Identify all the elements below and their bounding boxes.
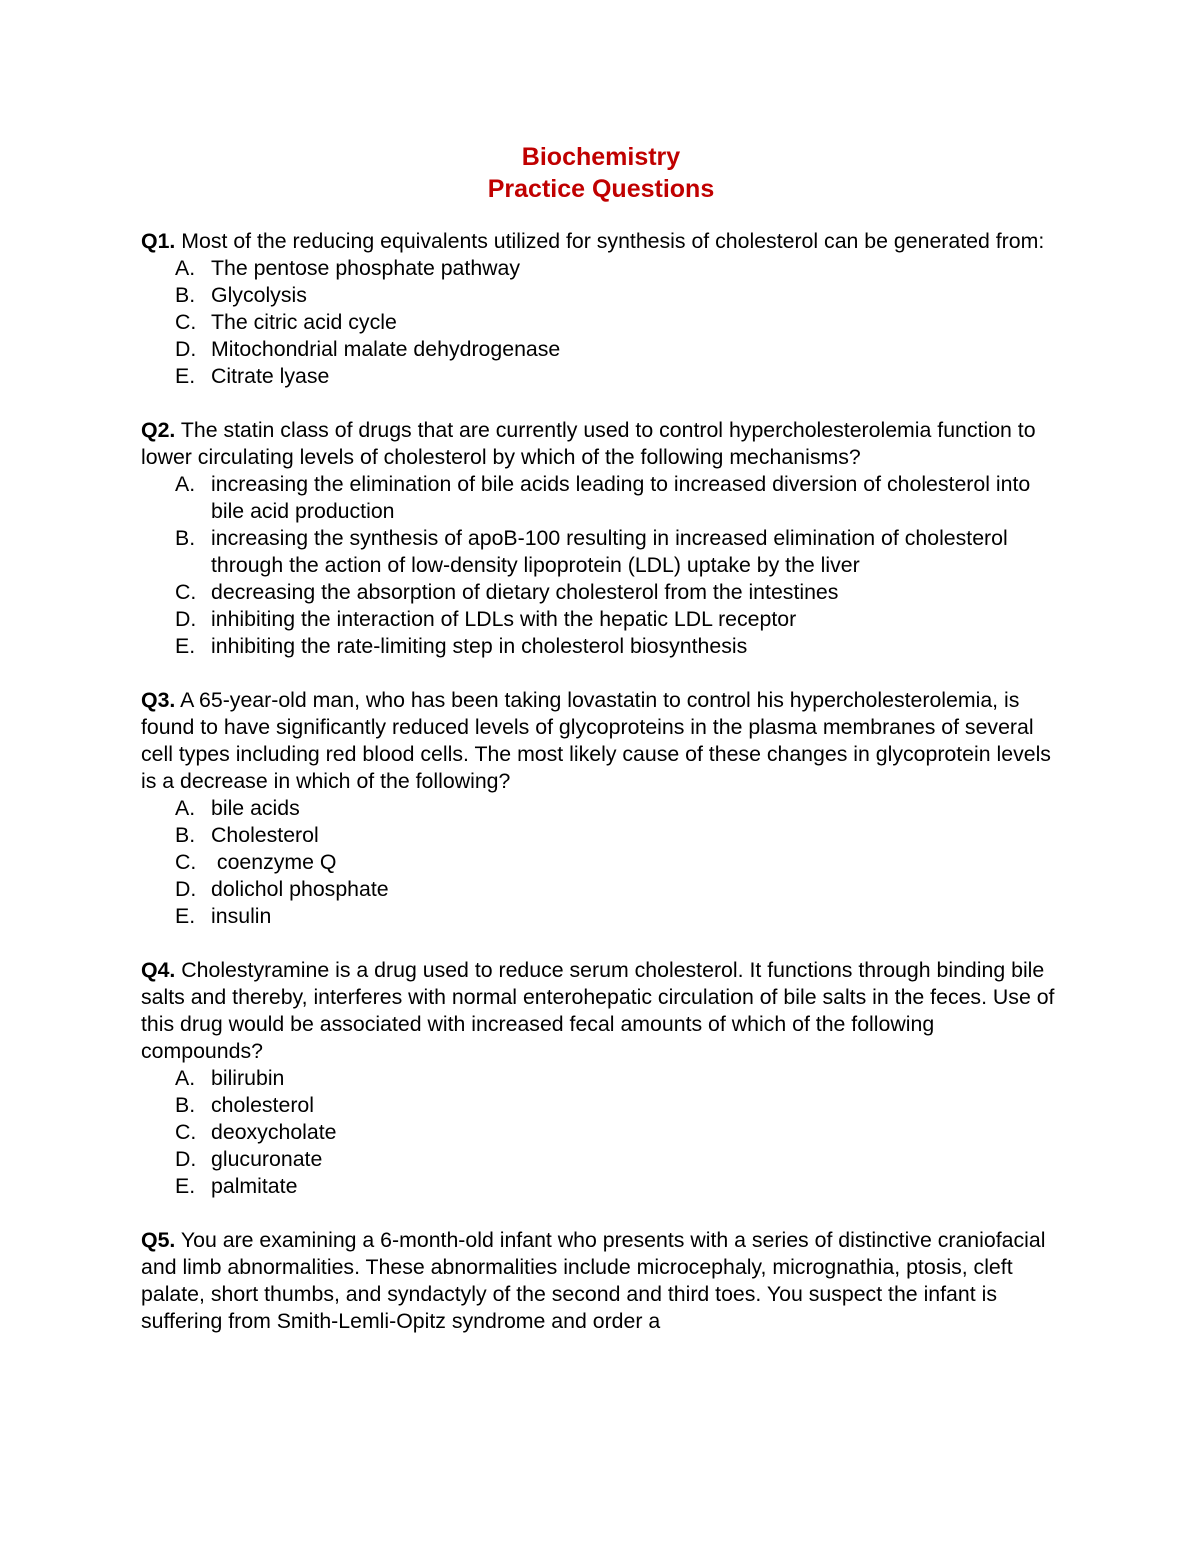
question-1 bbox=[141, 228, 1061, 390]
option-letter: A. bbox=[175, 1066, 196, 1090]
question-label: Q1. bbox=[141, 229, 176, 253]
option-text: bile acids bbox=[211, 796, 300, 820]
option-letter: A. bbox=[175, 472, 196, 496]
option-letter: B. bbox=[175, 823, 196, 847]
option-text: Citrate lyase bbox=[211, 364, 330, 388]
answer-option bbox=[141, 525, 1061, 579]
question-text: The statin class of drugs that are currently used to control hypercholesterolemia function to lower circulating levels of cholesterol by which of the following mechanisms? bbox=[141, 418, 1036, 469]
option-text: insulin bbox=[211, 904, 272, 928]
option-text: inhibiting the rate-limiting step in cholesterol biosynthesis bbox=[211, 634, 748, 658]
option-letter: E. bbox=[175, 1174, 196, 1198]
option-letter: E. bbox=[175, 634, 196, 658]
option-text: Glycolysis bbox=[211, 283, 307, 307]
question-label: Q2. bbox=[141, 418, 176, 442]
question-text: Cholestyramine is a drug used to reduce serum cholesterol. It functions through binding bile salts and thereby, interferes with normal enterohepatic circulation of bile salts in the feces. Use of this drug would be associated with increased fecal amounts of which of the following compounds? bbox=[141, 958, 1055, 1063]
option-text: inhibiting the interaction of LDLs with the hepatic LDL receptor bbox=[211, 607, 797, 631]
answer-option bbox=[141, 282, 1061, 309]
option-text: The pentose phosphate pathway bbox=[211, 256, 521, 280]
option-text: deoxycholate bbox=[211, 1120, 337, 1144]
option-letter: C. bbox=[175, 310, 197, 334]
option-text: glucuronate bbox=[211, 1147, 323, 1171]
answer-option bbox=[141, 363, 1061, 390]
title-line-1: Biochemistry bbox=[521, 143, 681, 171]
answer-option bbox=[141, 579, 1061, 606]
option-letter: D. bbox=[175, 877, 197, 901]
document-page bbox=[141, 141, 1061, 1362]
question-text: Most of the reducing equivalents utilized for synthesis of cholesterol can be generated from: bbox=[181, 229, 1045, 253]
question-text: You are examining a 6-month-old infant who presents with a series of distinctive craniofacial and limb abnormalities. These abnormalities include microcephaly, micrognathia, ptosis, cleft palate, short thumbs, and syndactyly of the second and third toes. You suspect the infant is suffering from Smith-Lemli-Opitz syndrome and order a bbox=[141, 1228, 1046, 1333]
answer-option bbox=[141, 606, 1061, 633]
question-label: Q5. bbox=[141, 1228, 176, 1252]
answer-option bbox=[141, 309, 1061, 336]
answer-option bbox=[141, 1146, 1061, 1173]
option-letter: D. bbox=[175, 337, 197, 361]
option-text: cholesterol bbox=[211, 1093, 314, 1117]
question-text: A 65-year-old man, who has been taking lovastatin to control his hypercholesterolemia, is found to have significantly reduced levels of glycoproteins in the plasma membranes of several cell types including red blood cells. The most likely cause of these changes in glycoprotein levels is a decrease in which of the following? bbox=[141, 688, 1051, 793]
answer-options bbox=[141, 795, 1061, 930]
question-label: Q4. bbox=[141, 958, 176, 982]
option-letter: A. bbox=[175, 796, 196, 820]
question-label: Q3. bbox=[141, 688, 176, 712]
answer-option bbox=[141, 822, 1061, 849]
answer-options bbox=[141, 255, 1061, 390]
question-stem bbox=[141, 417, 1061, 471]
option-text: bilirubin bbox=[211, 1066, 285, 1090]
question-stem bbox=[141, 228, 1061, 255]
option-letter: E. bbox=[175, 904, 196, 928]
option-letter: B. bbox=[175, 526, 196, 550]
question-3 bbox=[141, 687, 1061, 930]
option-text: increasing the synthesis of apoB-100 resulting in increased elimination of cholesterol through the action of low-density lipoprotein (LDL) uptake by the liver bbox=[211, 526, 1014, 577]
answer-option bbox=[141, 849, 1061, 876]
option-text: increasing the elimination of bile acids leading to increased diversion of cholesterol into bile acid production bbox=[211, 472, 1037, 523]
answer-option bbox=[141, 255, 1061, 282]
option-letter: B. bbox=[175, 283, 196, 307]
option-letter: C. bbox=[175, 1120, 197, 1144]
question-5 bbox=[141, 1227, 1061, 1335]
option-text: Cholesterol bbox=[211, 823, 319, 847]
question-4 bbox=[141, 957, 1061, 1200]
option-text: coenzyme Q bbox=[211, 850, 337, 874]
title-line-2: Practice Questions bbox=[487, 175, 715, 203]
answer-option bbox=[141, 876, 1061, 903]
option-letter: D. bbox=[175, 607, 197, 631]
option-letter: E. bbox=[175, 364, 196, 388]
option-text: dolichol phosphate bbox=[211, 877, 389, 901]
answer-option bbox=[141, 1119, 1061, 1146]
option-letter: C. bbox=[175, 850, 197, 874]
option-text: palmitate bbox=[211, 1174, 298, 1198]
option-letter: A. bbox=[175, 256, 196, 280]
answer-options bbox=[141, 471, 1061, 660]
option-text: The citric acid cycle bbox=[211, 310, 397, 334]
answer-option bbox=[141, 1173, 1061, 1200]
answer-option bbox=[141, 903, 1061, 930]
question-2 bbox=[141, 417, 1061, 660]
question-stem bbox=[141, 687, 1061, 795]
answer-option bbox=[141, 633, 1061, 660]
answer-option bbox=[141, 336, 1061, 363]
answer-option bbox=[141, 1065, 1061, 1092]
question-stem bbox=[141, 957, 1061, 1065]
option-letter: C. bbox=[175, 580, 197, 604]
answer-option bbox=[141, 471, 1061, 525]
answer-option bbox=[141, 795, 1061, 822]
question-list bbox=[141, 228, 1061, 1335]
answer-option bbox=[141, 1092, 1061, 1119]
option-text: decreasing the absorption of dietary cholesterol from the intestines bbox=[211, 580, 839, 604]
answer-options bbox=[141, 1065, 1061, 1200]
option-letter: B. bbox=[175, 1093, 196, 1117]
option-letter: D. bbox=[175, 1147, 197, 1171]
option-text: Mitochondrial malate dehydrogenase bbox=[211, 337, 561, 361]
document-title bbox=[141, 141, 1061, 205]
question-stem bbox=[141, 1227, 1061, 1335]
